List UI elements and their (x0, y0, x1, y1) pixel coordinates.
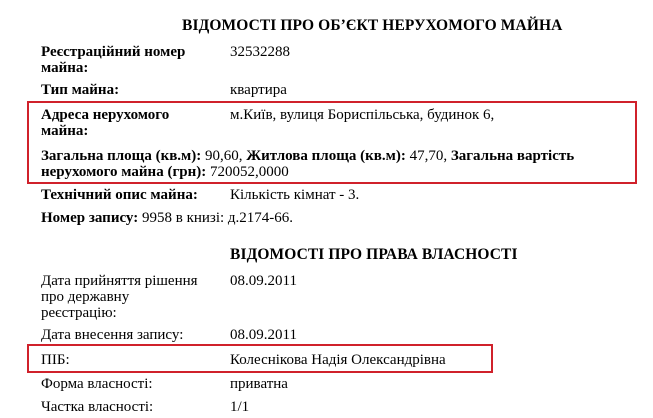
address-label-1: Адреса нерухомого (41, 107, 170, 123)
form-label: Форма власності: (41, 376, 153, 392)
record-line (41, 210, 293, 227)
cost-value: 720052,0000 (209, 164, 289, 180)
cost-label-1: Загальна вартість (450, 148, 575, 164)
tech-value: Кількість кімнат - 3. (230, 187, 360, 203)
total-area-value: 90,60, (205, 148, 243, 164)
decision-date-label-2: про державну (41, 289, 130, 305)
address-label-2: майна: (41, 123, 89, 139)
tech-label: Технічний опис майна: (41, 187, 198, 203)
decision-date-value: 08.09.2011 (230, 273, 297, 289)
type-label: Тип майна: (41, 82, 120, 98)
decision-date-label-3: реєстрацію: (41, 305, 117, 321)
object-section-title: ВІДОМОСТІ ПРО ОБ’ЄКТ НЕРУХОМОГО МАЙНА (182, 17, 563, 34)
rights-section-title: ВІДОМОСТІ ПРО ПРАВА ВЛАСНОСТІ (230, 246, 518, 263)
record-value: 9958 в книзі: д.2174-66. (141, 210, 294, 226)
living-area-value: 47,70, (409, 148, 448, 164)
share-value: 1/1 (230, 399, 250, 415)
reg-number-value: 32532288 (230, 44, 290, 60)
total-area-label: Загальна площа (кв.м): (41, 148, 202, 164)
cost-label-2: нерухомого майна (грн): (41, 164, 207, 180)
entry-date-label: Дата внесення запису: (41, 327, 184, 343)
living-area-label: Житлова площа (кв.м): (246, 148, 406, 164)
pib-highlight-frame (27, 344, 493, 373)
share-label: Частка власності: (41, 399, 154, 415)
decision-date-label-1: Дата прийняття рішення (41, 273, 198, 289)
entry-date-value: 08.09.2011 (230, 327, 297, 343)
reg-number-label-2: майна: (41, 60, 89, 76)
type-value: квартира (230, 82, 287, 98)
form-value: приватна (230, 376, 288, 392)
reg-number-label-1: Реєстраційний номер (41, 44, 186, 60)
pib-label: ПІБ: (41, 352, 70, 368)
address-value: м.Київ, вулиця Бориспільська, будинок 6, (230, 107, 495, 123)
address-highlight-frame (27, 101, 637, 184)
record-label: Номер запису: (41, 210, 139, 226)
pib-value: Колеснікова Надія Олександрівна (230, 352, 446, 368)
